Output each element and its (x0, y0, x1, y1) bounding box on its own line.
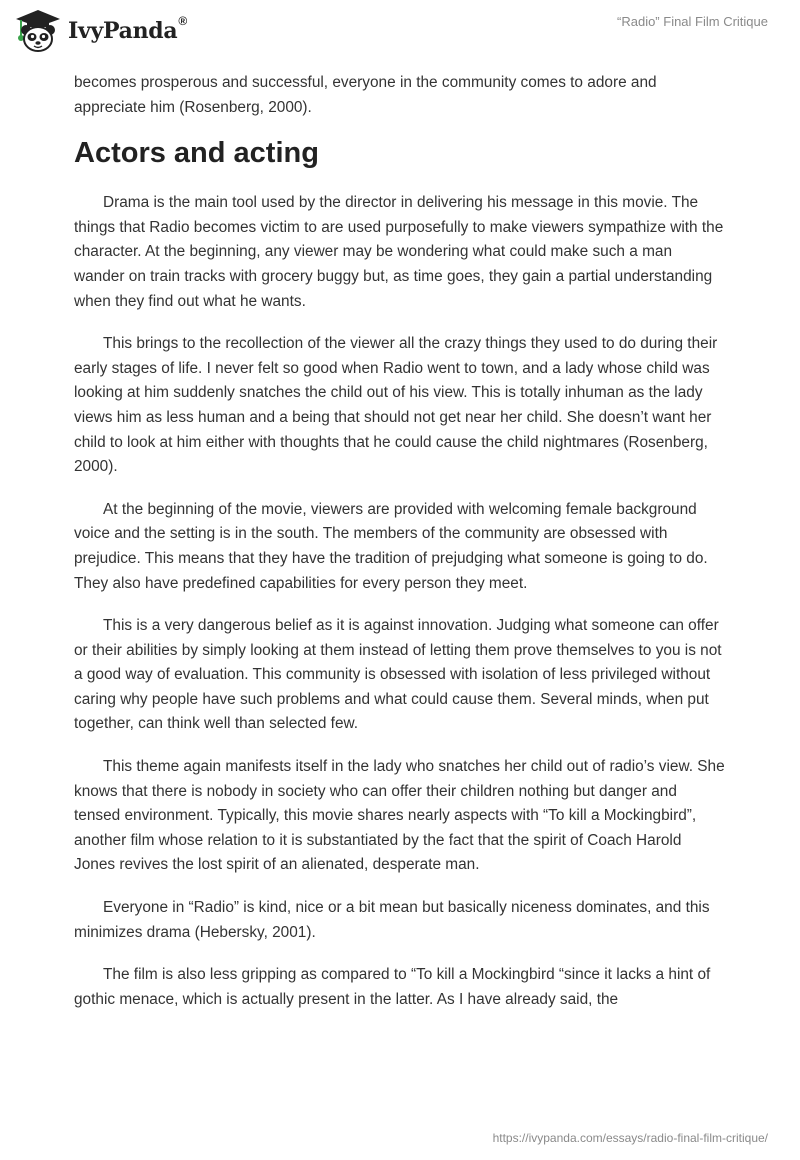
document-title: “Radio” Final Film Critique (617, 14, 768, 29)
body-paragraph: This theme again manifests itself in the lady who snatches her child out of radio’s view. She knows that there is nobody in society who can offer their children nothing but danger and tensed environment. Typically, this movie shares nearly aspects with “To kill a Mockingbird”, another film whose relation to it is substantiated by the fact that the spirit of Coach Harold Jones revives the lost spirit of an alienated, desperate man. (74, 758, 725, 874)
body-paragraph: This brings to the recollection of the viewer all the crazy things they used to do during their early stages of life. I never felt so good when Radio went to town, and a lady whose child was looking at him suddenly snatches the child out of his view. This is totally inhuman as the lady views him as less human and a being that should not get near her child. She doesn’t want her child to look at him either with thoughts that he could cause the child nightmares (Rosenberg, 2000). (74, 335, 718, 476)
brand-name: IvyPanda® (68, 14, 187, 44)
body-paragraph: Everyone in “Radio” is kind, nice or a bit mean but basically niceness dominates, and this minimizes drama (Hebersky, 2001). (74, 899, 710, 941)
essay-content (74, 71, 726, 1030)
body-paragraph: At the beginning of the movie, viewers are provided with welcoming female background voice and the setting is in the south. The members of the community are obsessed with prejudice. This means that they have the tradition of prejudging what someone is going to do. They also have predefined capabilities for every person they meet. (74, 500, 708, 592)
body-paragraph: This is a very dangerous belief as it is against innovation. Judging what someone can offer or their abilities by simply looking at them instead of letting them prove themselves to you is not a good way of evaluation. This community is obsessed with isolation of less privileged without caring why people have such problems and what could cause them. Several minds, when put together, can think well than selected few. (74, 617, 722, 733)
section-heading: Actors and acting (74, 137, 319, 170)
page-header (0, 0, 800, 70)
body-paragraph: Drama is the main tool used by the director in delivering his message in this movie. The things that Radio becomes victim to are used purposefully to make viewers sympathize with the character. At the beginning, any viewer may be wondering what could make such a man wander on train tracks with grocery buggy but, as time goes, they gain a partial understanding when they find out what he wants. (74, 194, 724, 310)
body-paragraph: The film is also less gripping as compared to “To kill a Mockingbird “since it lacks a hint of gothic menace, which is actually present in the latter. As I have already said, the (74, 966, 711, 1008)
panda-graduate-icon (14, 8, 62, 54)
ivypanda-logo[interactable] (14, 8, 187, 54)
footer-url-link[interactable]: https://ivypanda.com/essays/radio-final-film-critique/ (492, 1131, 768, 1145)
registered-mark: ® (178, 14, 187, 28)
intro-paragraph: becomes prosperous and successful, everyone in the community comes to adore and appreciate him (Rosenberg, 2000). (74, 74, 657, 116)
